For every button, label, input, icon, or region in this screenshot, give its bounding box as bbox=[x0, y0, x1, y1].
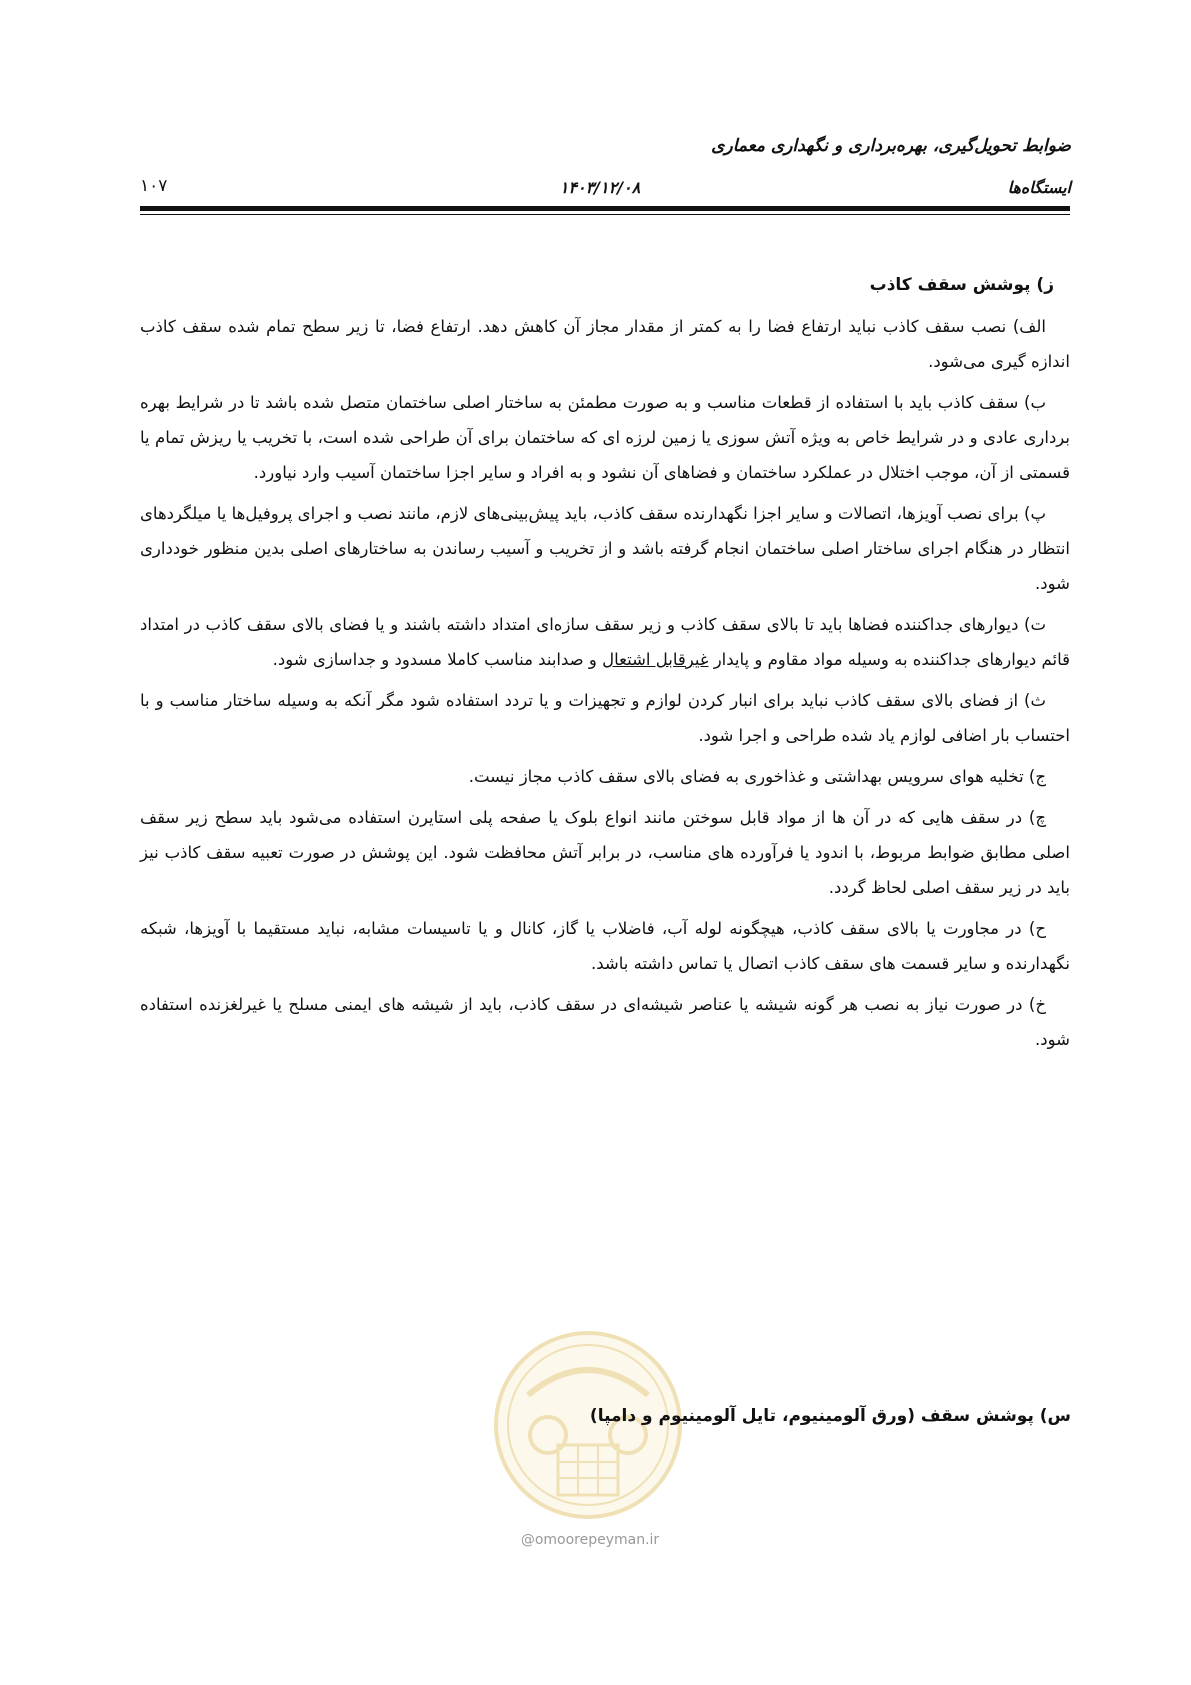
header-title: ضوابط تحویل‌گیری، بهره‌برداری و نگهداری معماری bbox=[711, 136, 1071, 156]
paragraph-pe: پ) برای نصب آویزها، اتصالات و سایر اجزا نگهدارنده سقف کاذب، باید پیش‌بینی‌های لازم، مانند نصب و اجرای پروفیل‌ها یا میلگردهای انتظار در هنگام اجرای ساختار اصلی ساختمان انجام گرفته باشد و از تخریب و آسیب رساندن به ساختارهای اصلی بدین منظور خودداری شود. bbox=[140, 504, 1070, 593]
paragraph-he: ح) در مجاورت یا بالای سقف کاذب، هیچگونه لوله آب، فاضلاب یا گاز، کانال و یا تاسیسات مشابه، نباید مستقیما با آویزها، شبکه نگهدارنده و سایر قسمت های سقف کاذب اتصال یا تماس داشته باشد. bbox=[140, 919, 1070, 973]
watermark-site: @omoorepeyman.ir bbox=[520, 1532, 660, 1548]
header-section: ایستگاه‌ها bbox=[1007, 178, 1071, 197]
page-number: ۱۰۷ bbox=[140, 176, 168, 196]
paragraph-te-part1: ت) دیوارهای جداکننده فضاها باید تا بالای سقف کاذب و زیر سقف سازه‌ای امتداد داشته باشند و یا فضای بالای سقف کاذب در امتداد قائم دیوارهای جداکننده به وسیله مواد مقاوم و پایدار bbox=[140, 615, 1070, 669]
paragraph-te bbox=[140, 607, 1070, 677]
paragraph-che: چ) در سقف هایی که در آن ها از مواد قابل سوختن مانند انواع بلوک یا صفحه پلی استایرن استفاده می‌شود باید سطح زیر سقف اصلی مطابق ضوابط مربوط، با اندود یا فرآورده های مناسب، در برابر آتش محافظت شود. این پوشش در صورت تعبیه سقف کاذب نیز باید در زیر سقف اصلی لحاظ گردد. bbox=[140, 808, 1070, 897]
header-rule-thick bbox=[140, 206, 1070, 211]
paragraph-khe: خ) در صورت نیاز به نصب هر گونه شیشه یا عناصر شیشه‌ای در سقف کاذب، باید از شیشه های ایمنی مسلح یا غیرلغزنده استفاده شود. bbox=[140, 995, 1070, 1049]
paragraph-te-part2: و صدابند مناسب کاملا مسدود و جداسازی شود. bbox=[272, 650, 603, 669]
body-content bbox=[140, 268, 1070, 1063]
paragraph-jim: ج) تخلیه هوای سرویس بهداشتی و غذاخوری به فضای بالای سقف کاذب مجاز نیست. bbox=[468, 767, 1046, 786]
section-heading-sin: س) پوشش سقف (ورق آلومینیوم، تایل آلومینیوم و دامپا) bbox=[589, 1406, 1071, 1426]
paragraph-se: ث) از فضای بالای سقف کاذب نباید برای انبار کردن لوازم و تجهیزات و یا تردد استفاده شود مگر آنکه به وسیله ساختار مناسب و با احتساب بار اضافی لوازم یاد شده طراحی و اجرا شود. bbox=[140, 691, 1070, 745]
paragraph-alef: الف) نصب سقف کاذب نباید ارتفاع فضا را به کمتر از مقدار مجاز آن کاهش دهد. ارتفاع فضا، تا زیر سطح تمام شده سقف کاذب اندازه گیری می‌شود. bbox=[140, 317, 1070, 371]
paragraph-be: ب) سقف کاذب باید با استفاده از قطعات مناسب و به صورت مطمئن به ساختار اصلی ساختمان متصل شده باشد تا در شرایط بهره برداری عادی و در شرایط خاص به ویژه آتش سوزی یا زمین لرزه ای که ساختمان برای آن طراحی شده است، با تخریب یا ریزش تمام یا قسمتی از آن، موجب اختلال در عملکرد ساختمان و فضاهای آن نشود و به افراد و سایر اجزا ساختمان آسیب وارد نیاورد. bbox=[140, 393, 1070, 482]
header-rule-thin bbox=[140, 214, 1070, 215]
underlined-term: غیرقابل اشتعال bbox=[602, 650, 709, 669]
section-heading: ز) پوشش سقف کاذب bbox=[869, 275, 1054, 295]
header-date: ۱۴۰۳/۱۲/۰۸ bbox=[559, 178, 641, 197]
